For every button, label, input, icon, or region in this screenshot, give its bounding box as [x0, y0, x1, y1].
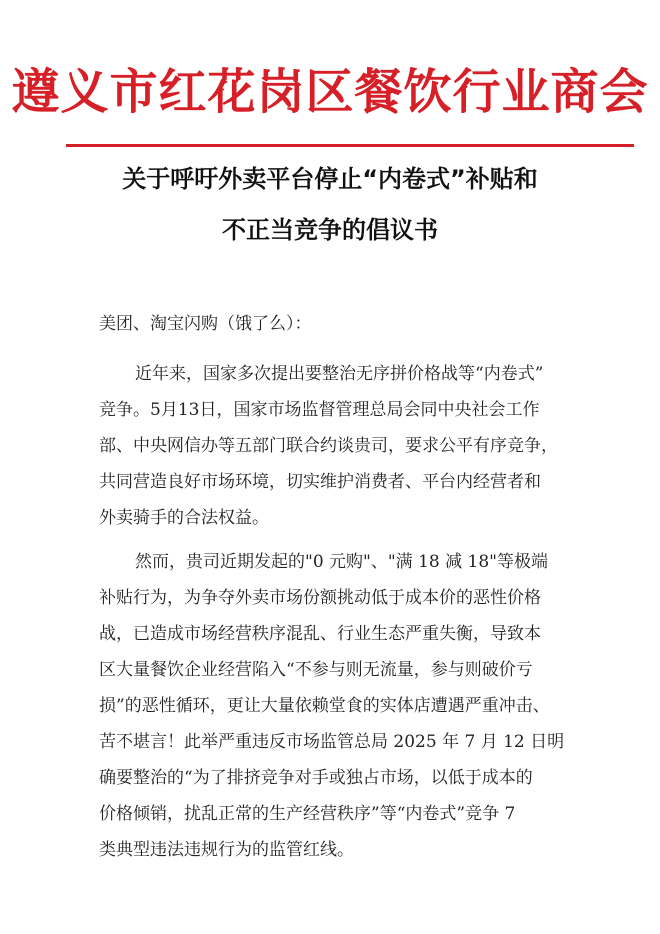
paragraph-line: 然而，贵司近期发起的"0 元购"、"满 18 减 18"等极端 [135, 552, 548, 572]
document-title-line-2: 不正当竞争的倡议书 [222, 216, 438, 244]
paragraph-line: 确要整治的“为了排挤竞争对手或独占市场，以低于成本的 [99, 768, 533, 788]
paragraph-2 [99, 544, 569, 868]
paragraph-line: 区大量餐饮企业经营陷入“不参与则无流量，参与则破价亏 [99, 660, 533, 680]
letterhead-organization-name: 遵义市红花岗区餐饮行业商会 [11, 64, 649, 120]
paragraph-line: 部、中央网信办等五部门联合约谈贵司，要求公平有序竞争， [99, 436, 558, 456]
paragraph-line: 竞争。5月13日，国家市场监督管理总局会同中央社会工作 [99, 400, 540, 420]
paragraph-line: 类典型违法违规行为的监管红线。 [99, 840, 354, 860]
paragraph-line: 外卖骑手的合法权益。 [99, 508, 269, 528]
paragraph-line: 共同营造良好市场环境，切实维护消费者、平台内经营者和 [99, 472, 541, 492]
paragraph-line: 补贴行为，为争夺外卖市场份额挑动低于成本价的恶性价格 [99, 588, 541, 608]
paragraph-line: 损”的恶性循环，更让大量依赖堂食的实体店遭遇严重冲击、 [99, 696, 550, 716]
paragraph-line: 价格倾销，扰乱正常的生产经营秩序”等“内卷式”竞争 7 [99, 804, 516, 824]
letterhead-red-rule [66, 144, 634, 147]
paragraph-line: 战，已造成市场经营秩序混乱、行业生态严重失衡，导致本 [99, 624, 541, 644]
paragraph-line: 苦不堪言！此举严重违反市场监管总局 2025 年 7 月 12 日明 [99, 732, 565, 752]
paragraph-1 [99, 356, 569, 536]
paragraph-line: 近年来，国家多次提出要整治无序拼价格战等“内卷式” [135, 364, 544, 384]
salutation: 美团、淘宝闪购（饿了么）： [99, 314, 312, 334]
document-title-line-1: 关于呼吁外卖平台停止“内卷式”补贴和 [122, 165, 538, 193]
